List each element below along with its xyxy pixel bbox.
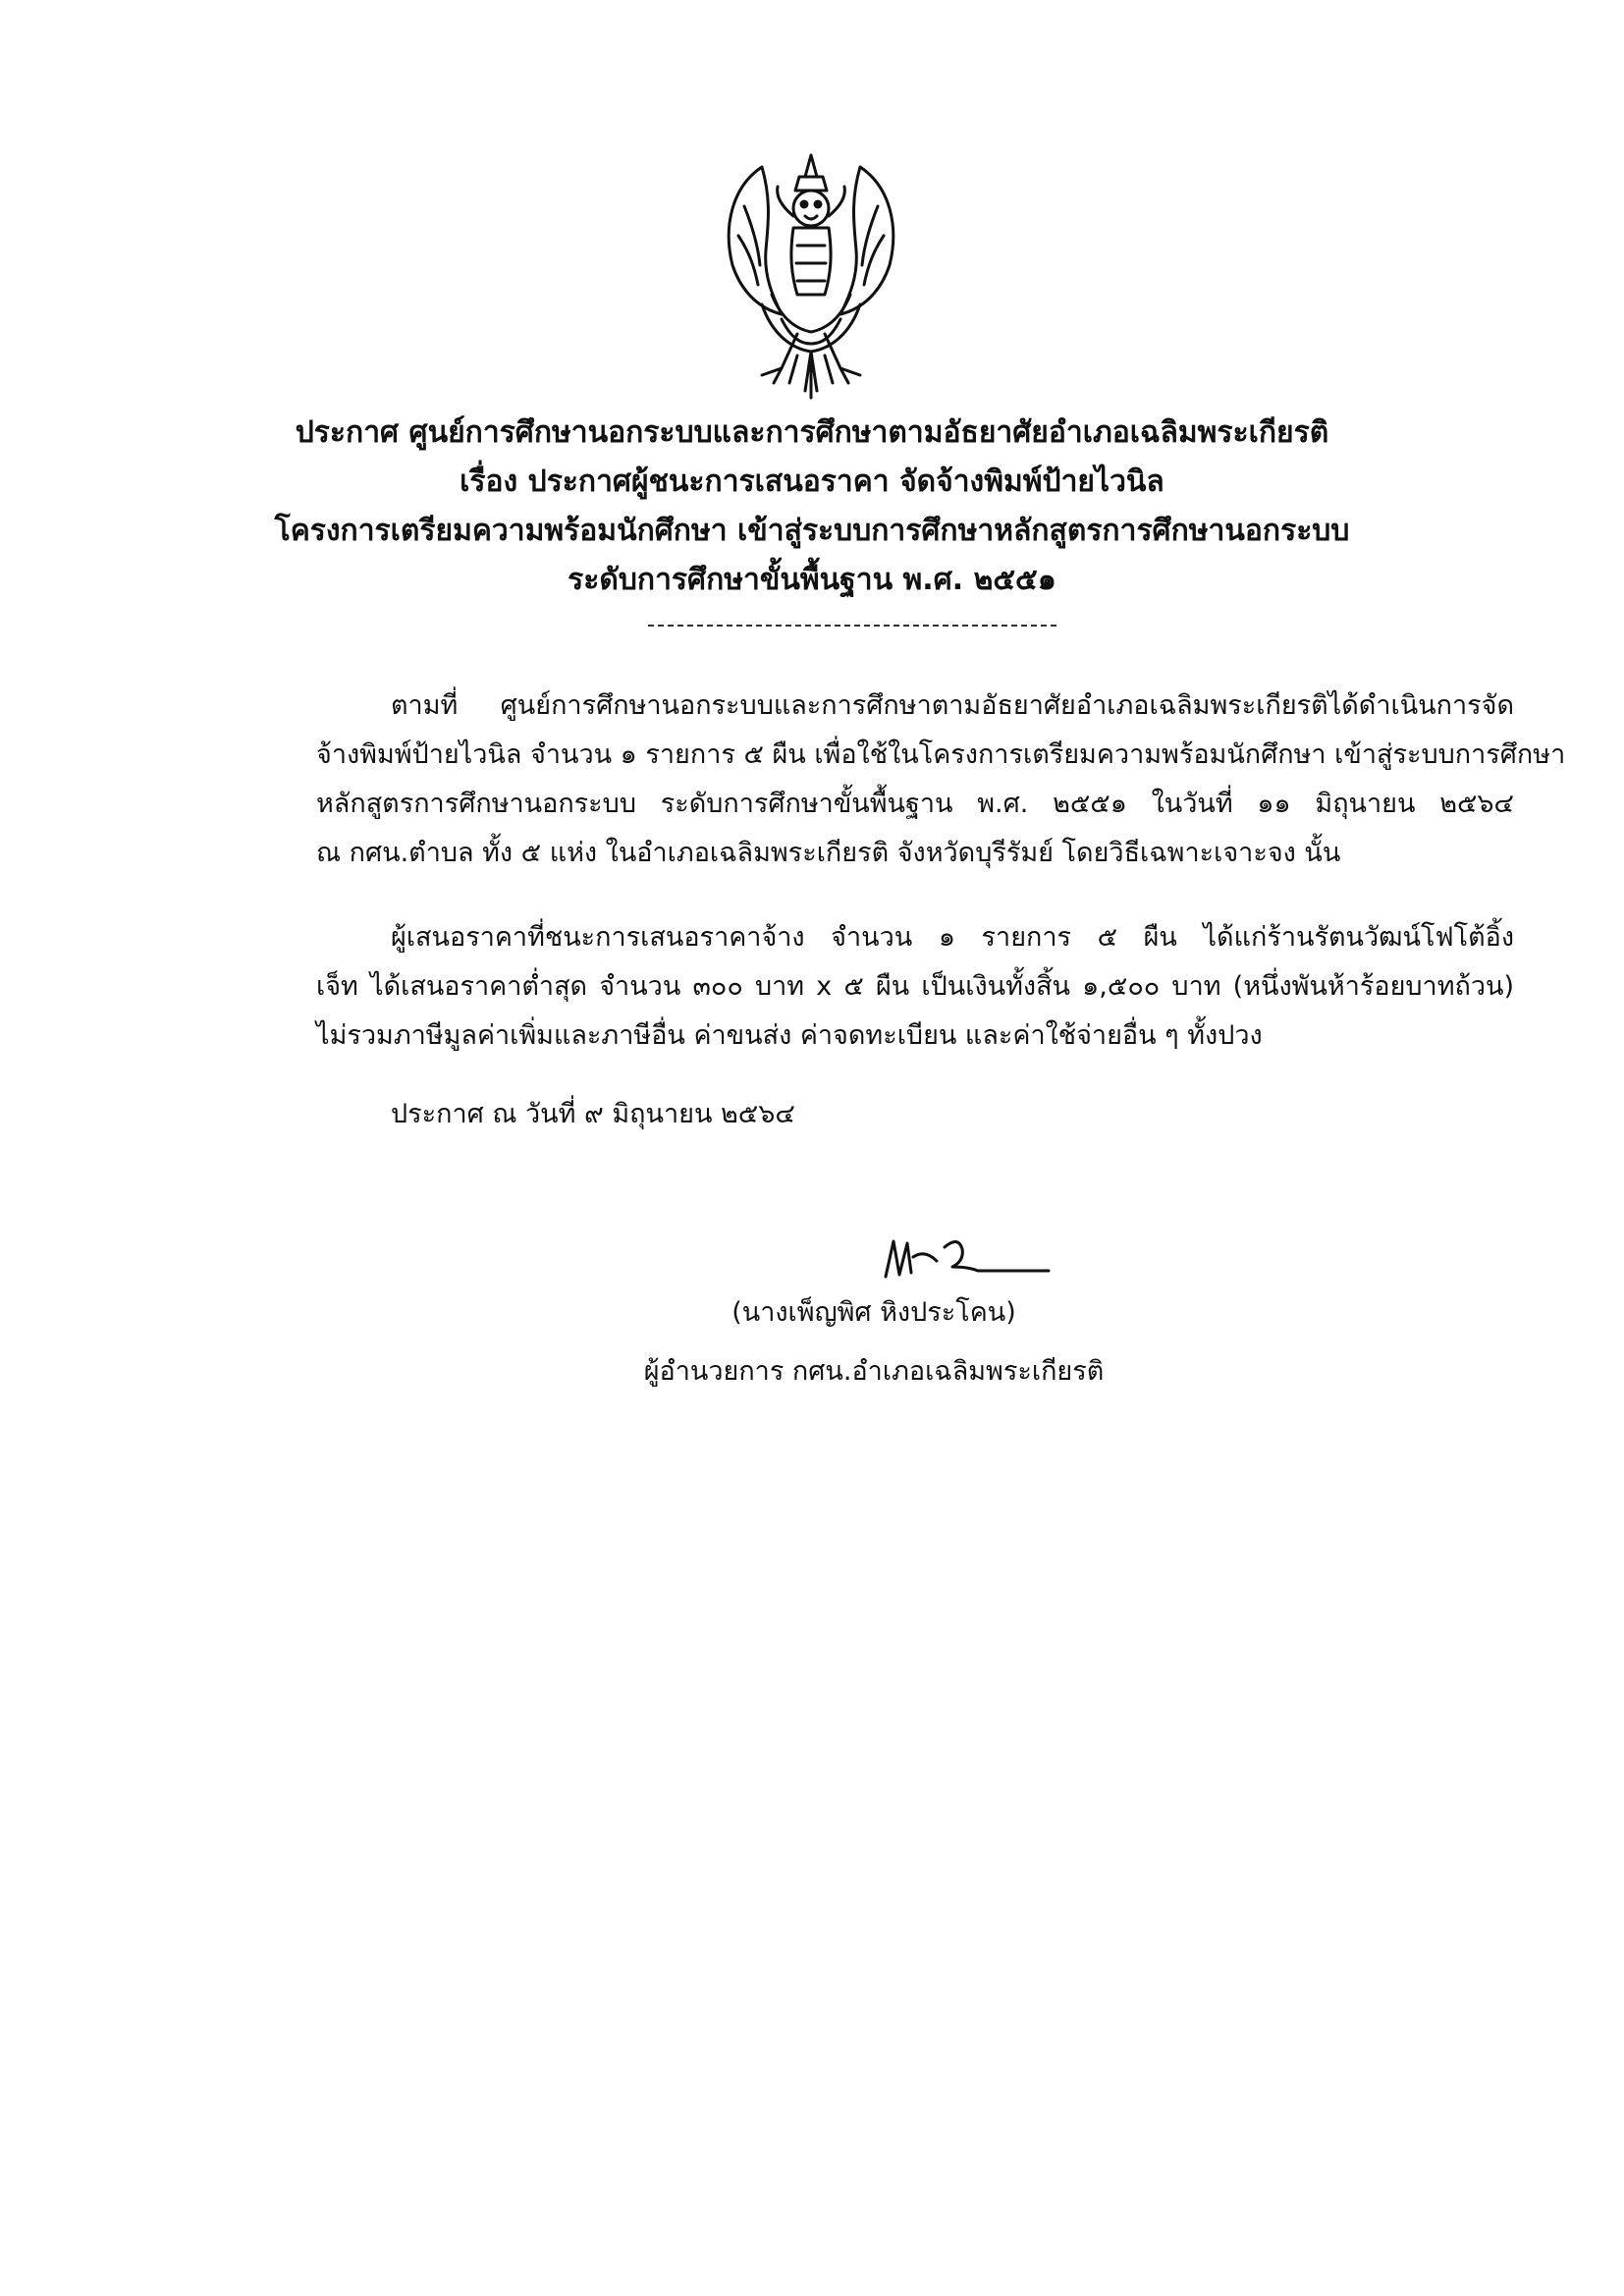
paragraph-winner bbox=[316, 913, 1514, 1061]
header-line-2: เรื่อง ประกาศผู้ชนะการเสนอราคา จัดจ้างพิมพ์ป้ายไวนิล bbox=[460, 465, 1164, 499]
paragraph2-line-1: ผู้เสนอราคาที่ชนะการเสนอราคาจ้าง จำนวน ๑ รายการ ๕ ผืน ได้แก่ร้านรัตนวัฒน์โฟโต้อิ้ง bbox=[391, 922, 1514, 953]
announcement-date: ประกาศ ณ วันที่ ๙ มิถุนายน ๒๕๖๔ bbox=[391, 1099, 795, 1129]
garuda-emblem-icon bbox=[703, 147, 919, 403]
signer-title: ผู้อำนวยการ กศน.อำเภอเฉลิมพระเกียรติ bbox=[643, 1356, 1105, 1387]
paragraph-background bbox=[316, 682, 1566, 878]
paragraph2-line-2: เจ็ท ได้เสนอราคาต่ำสุด จำนวน ๓๐๐ บาท x ๕ ผืน เป็นเงินทั้งสิ้น ๑,๕๐๐ บาท (หนึ่งพันห้าร้อยบาทถ้วน) bbox=[316, 971, 1514, 1002]
paragraph1-line-1: ตามที่ ศูนย์การศึกษานอกระบบและการศึกษาตามอัธยาศัยอำเภอเฉลิมพระเกียรติได้ดำเนินการจัด bbox=[391, 690, 1514, 721]
paragraph2-line-3: ไม่รวมภาษีมูลค่าเพิ่มและภาษีอื่น ค่าขนส่ง ค่าจดทะเบียน และค่าใช้จ่ายอื่น ๆ ทั้งปวง bbox=[316, 1020, 1263, 1051]
header-line-3: โครงการเตรียมความพร้อมนักศึกษา เข้าสู่ระบบการศึกษาหลักสูตรการศึกษานอกระบบ bbox=[274, 514, 1350, 548]
header-line-4: ระดับการศึกษาขั้นพื้นฐาน พ.ศ. ๒๕๕๑ bbox=[568, 563, 1056, 597]
header-divider bbox=[648, 625, 1056, 627]
paragraph1-line-4: ณ กศน.ตำบล ทั้ง ๕ แห่ง ในอำเภอเฉลิมพระเกียรติ จังหวัดบุรีรัมย์ โดยวิธีเฉพาะเจาะจง นั้น bbox=[316, 838, 1341, 868]
signer-name: (นางเพ็ญพิศ หิงประโคน) bbox=[731, 1297, 1016, 1328]
announcement-header bbox=[196, 409, 1428, 605]
header-line-1: ประกาศ ศูนย์การศึกษานอกระบบและการศึกษาตามอัธยาศัยอำเภอเฉลิมพระเกียรติ bbox=[295, 415, 1329, 450]
paragraph1-line-3: หลักสูตรการศึกษานอกระบบ ระดับการศึกษาขั้นพื้นฐาน พ.ศ. ๒๕๕๑ ในวันที่ ๑๑ มิถุนายน ๒๕๖๔ bbox=[316, 789, 1514, 819]
paragraph1-line-2: จ้างพิมพ์ป้ายไวนิล จำนวน ๑ รายการ ๕ ผืน เพื่อใช้ในโครงการเตรียมความพร้อมนักศึกษา เข้าสู่ระบบการศึกษา bbox=[316, 739, 1566, 770]
